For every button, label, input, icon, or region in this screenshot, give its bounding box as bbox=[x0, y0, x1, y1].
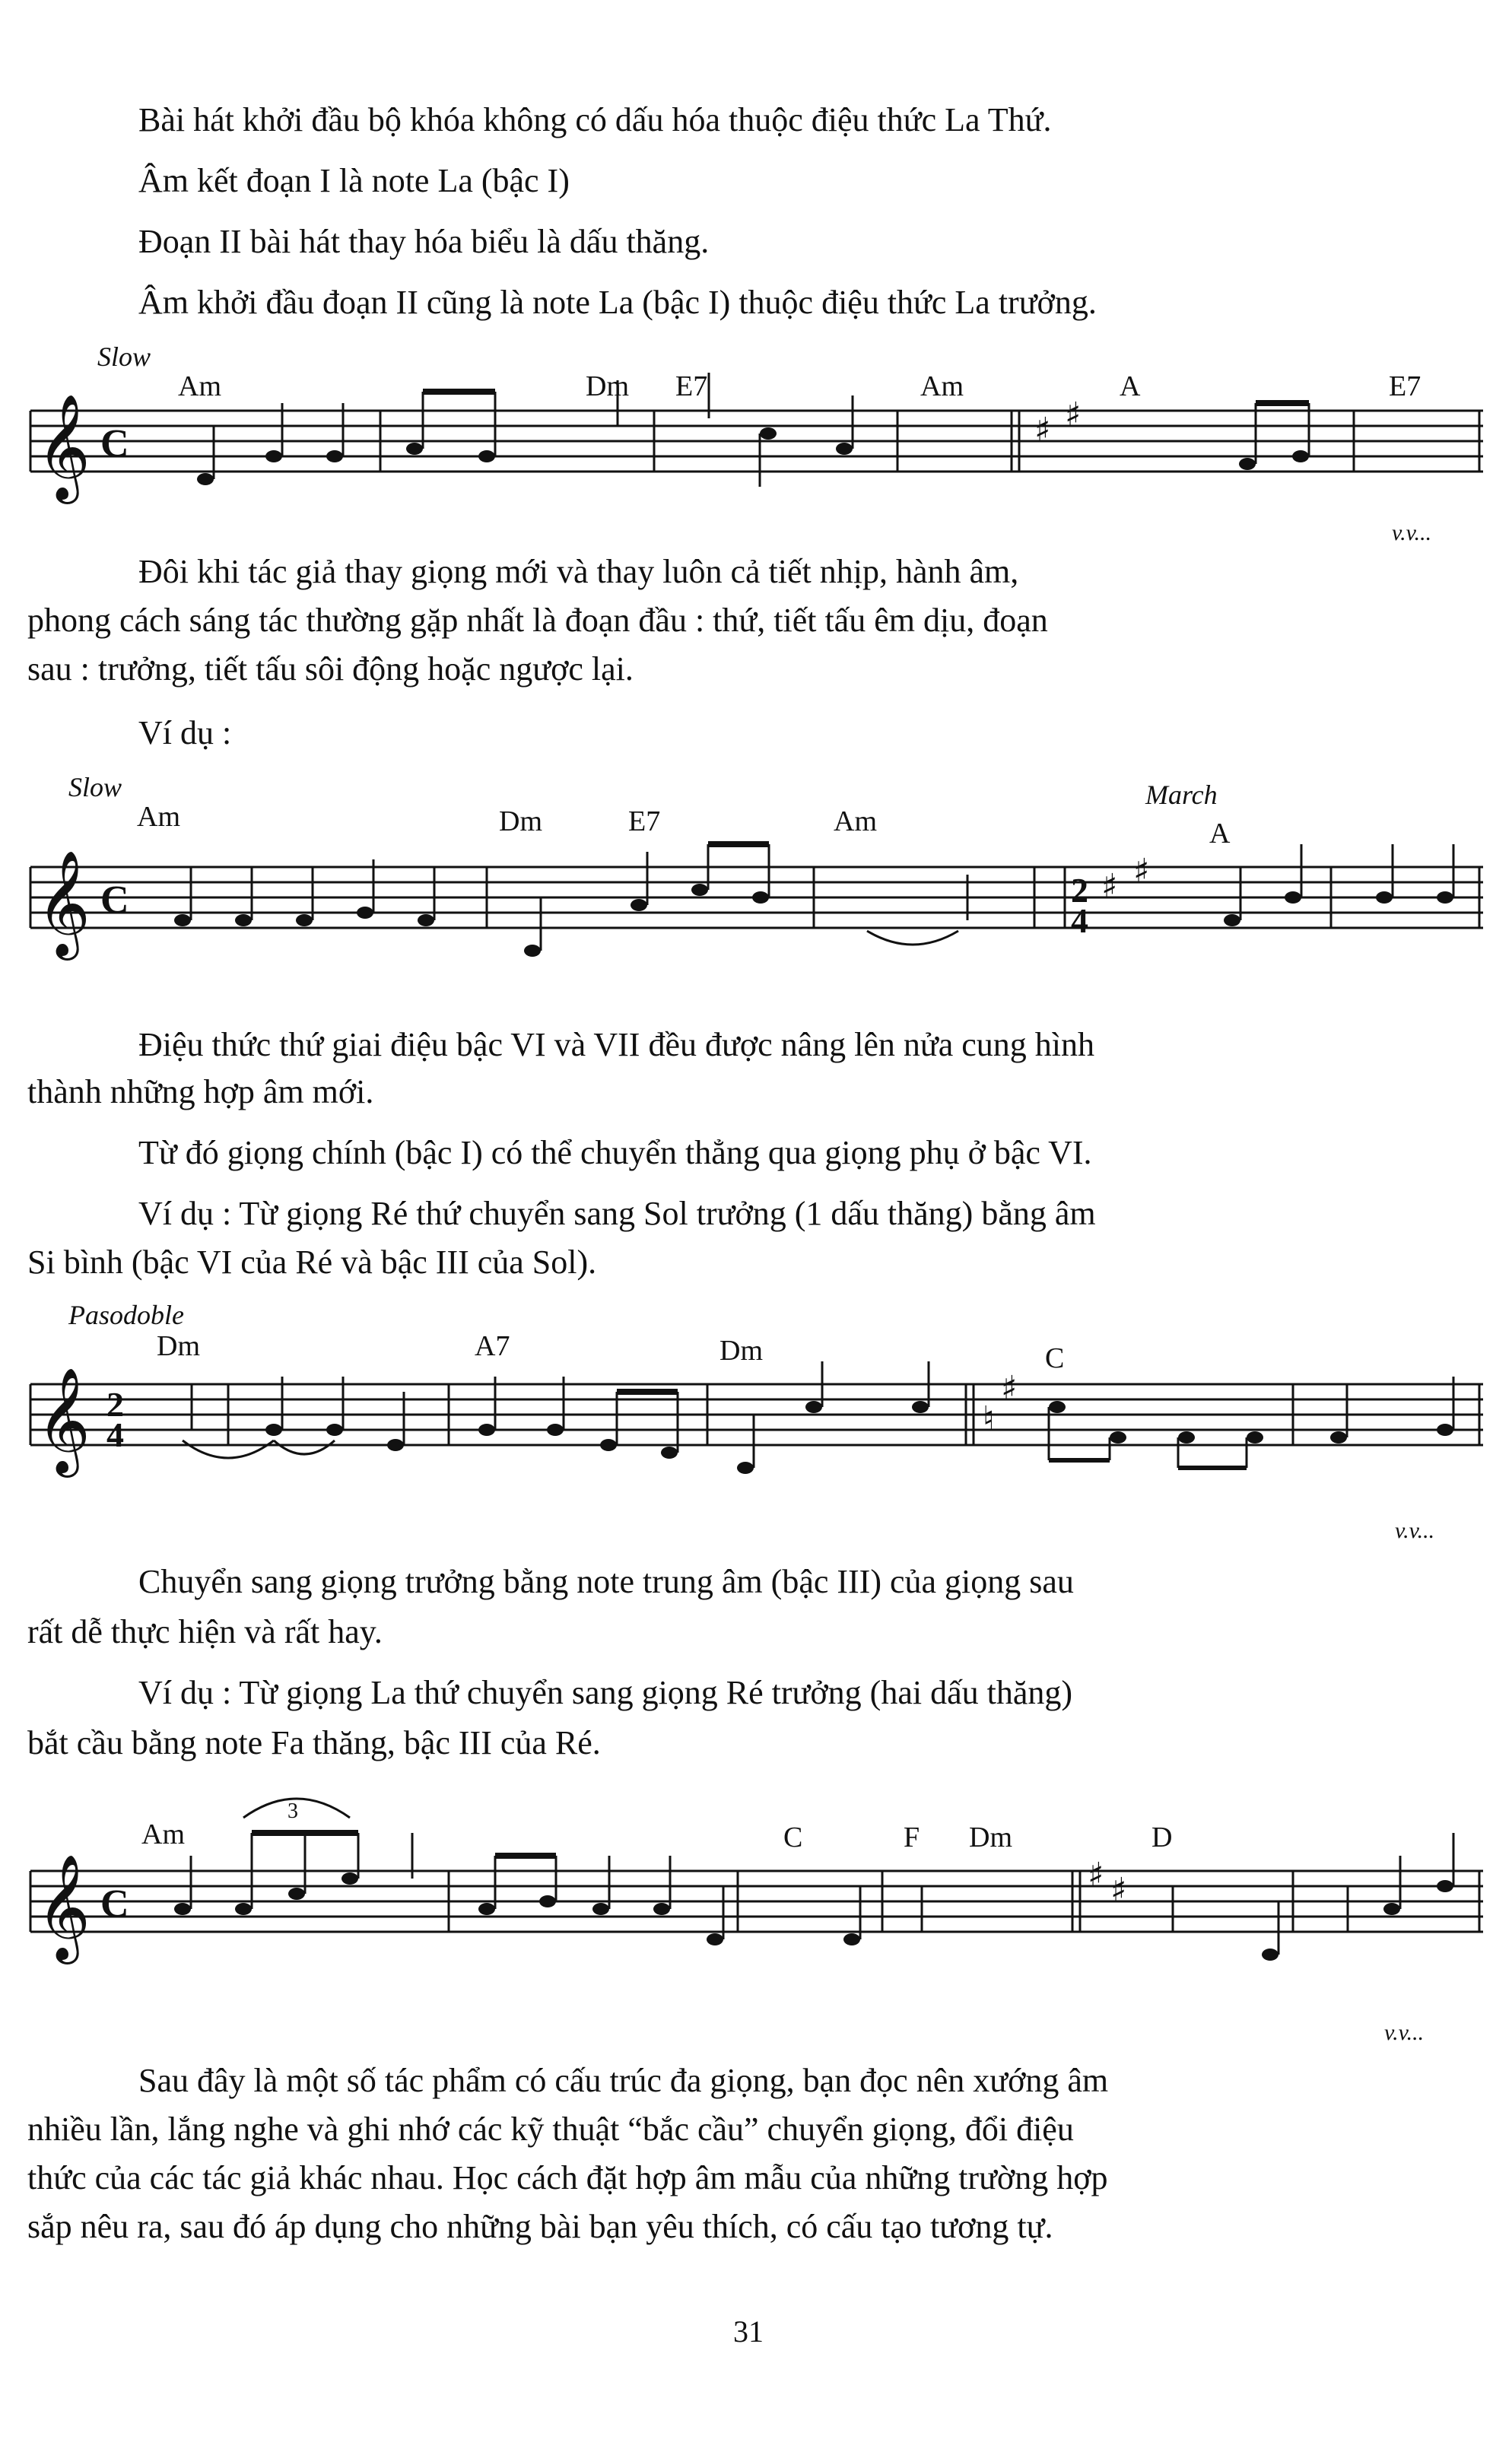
text-line: bắt cầu bằng note Fa thăng, bậc III của Ré. bbox=[27, 1724, 601, 1761]
svg-text:♯: ♯ bbox=[1034, 411, 1051, 449]
svg-text:C: C bbox=[100, 878, 129, 922]
chord-label: Am bbox=[141, 1818, 185, 1850]
svg-text:𝄞: 𝄞 bbox=[37, 394, 91, 500]
svg-text:4: 4 bbox=[106, 1415, 124, 1454]
text-line: Chuyển sang giọng trưởng bằng note trung âm (bậc III) của giọng sau bbox=[138, 1563, 1074, 1600]
text-line: thức của các tác giả khác nhau. Học cách đặt hợp âm mẫu của những trường hợp bbox=[27, 2159, 1108, 2196]
continuation-mark: v.v... bbox=[1392, 520, 1432, 545]
svg-text:♯: ♯ bbox=[1065, 395, 1082, 434]
text-line: Đôi khi tác giả thay giọng mới và thay luôn cả tiết nhịp, hành âm, bbox=[138, 553, 1019, 590]
chord-label: Dm bbox=[586, 370, 629, 402]
chord-label: Dm bbox=[969, 1822, 1012, 1853]
svg-text:𝄞: 𝄞 bbox=[37, 1854, 91, 1960]
tempo-marking: Pasodoble bbox=[68, 1300, 184, 1330]
chord-label: E7 bbox=[628, 805, 661, 837]
svg-text:C: C bbox=[100, 422, 129, 465]
text-line: phong cách sáng tác thường gặp nhất là đoạn đầu : thứ, tiết tấu êm dịu, đoạn bbox=[27, 602, 1048, 639]
continuation-mark: v.v... bbox=[1395, 1518, 1435, 1543]
text-line: rất dễ thực hiện và rất hay. bbox=[27, 1613, 383, 1650]
text-line: Bài hát khởi đầu bộ khóa không có dấu hóa thuộc điệu thức La Thứ. bbox=[138, 101, 1052, 138]
svg-text:♯: ♯ bbox=[1088, 1856, 1104, 1895]
tempo-marking: Slow bbox=[68, 772, 122, 802]
chord-label: Am bbox=[834, 805, 877, 837]
text-line: Điệu thức thứ giai điệu bậc VI và VII đều được nâng lên nửa cung hình bbox=[138, 1026, 1095, 1063]
chord-label: E7 bbox=[675, 370, 708, 402]
page-number: 31 bbox=[733, 2314, 764, 2349]
svg-text:♮: ♮ bbox=[983, 1399, 995, 1438]
chord-label: A7 bbox=[475, 1330, 510, 1362]
svg-text:♯: ♯ bbox=[1101, 867, 1118, 906]
text-line: thành những hợp âm mới. bbox=[27, 1073, 374, 1110]
chord-label: Dm bbox=[719, 1335, 763, 1367]
text-line: Từ đó giọng chính (bậc I) có thể chuyển thẳng qua giọng phụ ở bậc VI. bbox=[138, 1134, 1092, 1171]
text-line: sau : trưởng, tiết tấu sôi động hoặc ngược lại. bbox=[27, 650, 634, 688]
text-line: Âm kết đoạn I là note La (bậc I) bbox=[138, 162, 570, 199]
chord-label: C bbox=[1045, 1342, 1065, 1374]
text-line: Sau đây là một số tác phẩm có cấu trúc đa giọng, bạn đọc nên xướng âm bbox=[138, 2062, 1109, 2099]
text-line: Ví dụ : bbox=[138, 714, 232, 751]
music-staff-example-4 bbox=[0, 1841, 1512, 2008]
tuplet-label: 3 bbox=[287, 1799, 298, 1823]
tempo-marking: March bbox=[1145, 780, 1218, 810]
svg-text:♯: ♯ bbox=[1001, 1369, 1018, 1408]
chord-label: Dm bbox=[157, 1330, 200, 1362]
chord-label: C bbox=[783, 1822, 803, 1853]
text-line: Âm khởi đầu đoạn II cũng là note La (bậc I) thuộc điệu thức La trưởng. bbox=[138, 284, 1097, 321]
chord-label: Am bbox=[178, 370, 221, 402]
text-line: Ví dụ : Từ giọng Ré thứ chuyển sang Sol trưởng (1 dấu thăng) bằng âm bbox=[138, 1195, 1096, 1232]
music-staff-example-2 bbox=[0, 837, 1512, 989]
svg-text:𝄞: 𝄞 bbox=[37, 1367, 91, 1473]
chord-label: D bbox=[1151, 1822, 1173, 1853]
chord-label: A bbox=[1209, 818, 1231, 850]
svg-text:C: C bbox=[100, 1882, 129, 1926]
text-line: Đoạn II bài hát thay hóa biểu là dấu thăng. bbox=[138, 223, 710, 260]
text-line: Ví dụ : Từ giọng La thứ chuyển sang giọng Ré trưởng (hai dấu thăng) bbox=[138, 1674, 1073, 1711]
music-staff-example-3 bbox=[0, 1354, 1512, 1506]
svg-text:4: 4 bbox=[1071, 901, 1088, 940]
text-line: sắp nêu ra, sau đó áp dụng cho những bài bạn yêu thích, có cấu tạo tương tự. bbox=[27, 2208, 1053, 2245]
chord-label: E7 bbox=[1389, 370, 1421, 402]
text-line: Si bình (bậc VI của Ré và bậc III của Sol). bbox=[27, 1243, 597, 1281]
chord-label: Am bbox=[920, 370, 964, 402]
svg-text:2: 2 bbox=[106, 1385, 124, 1424]
chord-label: F bbox=[904, 1822, 920, 1853]
chord-label: Am bbox=[137, 801, 180, 833]
music-staff-example-1 bbox=[0, 395, 1512, 548]
chord-label: A bbox=[1120, 370, 1141, 402]
chord-label: Dm bbox=[499, 805, 542, 837]
svg-text:𝄞: 𝄞 bbox=[37, 850, 91, 956]
svg-text:2: 2 bbox=[1071, 871, 1088, 910]
svg-text:♯: ♯ bbox=[1133, 852, 1150, 891]
text-line: nhiều lần, lắng nghe và ghi nhớ các kỹ thuật “bắc cầu” chuyển giọng, đổi điệu bbox=[27, 2111, 1074, 2148]
tempo-marking: Slow bbox=[97, 341, 151, 372]
continuation-mark: v.v... bbox=[1384, 2020, 1425, 2045]
svg-text:♯: ♯ bbox=[1110, 1871, 1127, 1910]
